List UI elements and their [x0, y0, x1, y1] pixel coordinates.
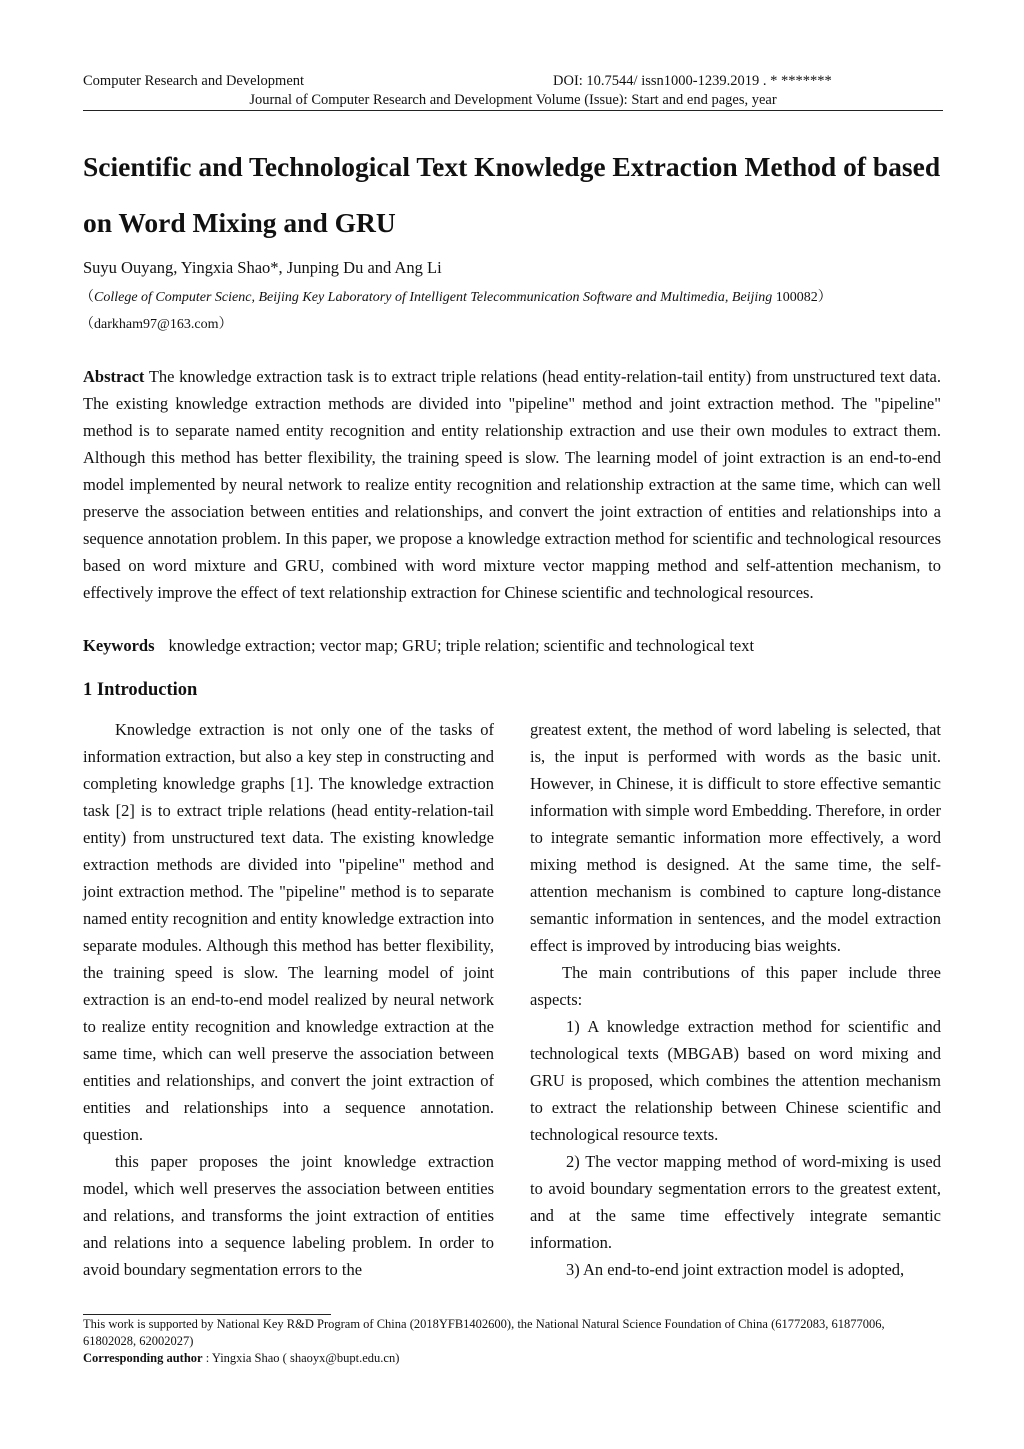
abstract [83, 363, 941, 606]
doi: DOI: 10.7544/ issn1000-1239.2019 . * ******* [553, 73, 832, 89]
paragraph: Knowledge extraction is not only one of the tasks of information extraction, but also a key step in constructing and completing knowledge graphs [1]. The knowledge extraction task [2] is to extract triple relations (head entity-relation-tail entity) from unstructured text data. The existing knowledge extraction methods are divided into "pipeline" method and joint extraction method. The "pipeline" method is to separate named entity recognition and entity knowledge extraction into separate modules. Although this method has better flexibility, the training speed is slow. The learning model of joint extraction is an end-to-end model realized by neural network to realize entity recognition and knowledge extraction at the same time, which can well preserve the association between entities and relationships, and convert the joint extraction of entities and relationships into a sequence annotation. question. [83, 720, 495, 1144]
paper-title [83, 139, 945, 251]
running-header [83, 73, 943, 91]
affiliation-text: College of Computer Scienc, Beijing Key Laboratory of Intelligent Telecommunication Software and Multimedia, Beijing [94, 290, 773, 305]
journal-name: Computer Research and Development [83, 73, 305, 89]
affiliation-close: ） [817, 290, 832, 305]
abstract-text: The knowledge extraction task is to extract triple relations (head entity-relation-tail entity) from unstructured text data. The existing knowledge extraction methods are divided into "pipeline" method and joint extraction method. The "pipeline" method is to separate named entity recognition and entity relationship extraction and use their own modules to extract them. Although this method has better flexibility, the training speed is slow. The learning model of joint extraction is an end-to-end model implemented by neural network to realize entity recognition and relationship extraction at the same time, which can well preserve the association between entities and relationships, and convert the joint extraction of entities and relationships into a sequence annotation problem. In this paper, we propose a knowledge extraction method for scientific and technological resources based on word mixture and GRU, combined with word mixture vector mapping method and self-attention mechanism, to effectively improve the effect of text relationship extraction for Chinese scientific and technological resources. [83, 367, 941, 602]
corresponding-label: Corresponding author [83, 1351, 203, 1365]
right-column [530, 716, 941, 1283]
title-line-1: Scientific and Technological Text Knowledge Extraction Method of based [83, 151, 941, 182]
keywords [83, 632, 754, 659]
contribution-item: 3) An end-to-end joint extraction model is adopted, [566, 1260, 905, 1279]
corresponding-text: : Yingxia Shao ( shaoyx@bupt.edu.cn) [202, 1351, 400, 1365]
affiliation-code: 100082 [772, 290, 818, 305]
paragraph: The main contributions of this paper include three aspects: [530, 963, 941, 1009]
left-column [83, 716, 494, 1283]
footnote-rule [83, 1314, 331, 1315]
funding-footnote: This work is supported by National Key R&D Program of China (2018YFB1402600), the National Natural Science Foundation of China (61772083, 61877006, 61802028, 62002027) [83, 1317, 885, 1348]
journal-citation-line: Journal of Computer Research and Development Volume (Issue): Start and end pages, year [249, 92, 777, 108]
paragraph: greatest extent, the method of word labeling is selected, that is, the input is performed with words as the basic unit. However, in Chinese, it is difficult to store effective semantic information with simple word Embedding. Therefore, in order to integrate semantic information more effectively, a word mixing method is designed. At the same time, the self-attention mechanism is combined to capture long-distance semantic information in sentences, and the model extraction effect is improved by introducing bias weights. [530, 720, 941, 955]
section-heading-introduction: 1 Introduction [83, 680, 198, 700]
affiliation-open: （ [80, 290, 94, 305]
authors: Suyu Ouyang, Yingxia Shao*, Junping Du and Ang Li [83, 258, 442, 277]
affiliation [80, 286, 960, 306]
contribution-item: 1) A knowledge extraction method for scientific and technological texts (MBGAB) based on word mixing and GRU is proposed, which combines the attention mechanism to extract the relationship between Chinese scientific and technological resource texts. [530, 1017, 941, 1144]
paragraph: this paper proposes the joint knowledge extraction model, which well preserves the association between entities and relations, and transforms the joint extraction of entities and relations into a sequence labeling problem. In order to avoid boundary segmentation errors to the [83, 1152, 494, 1279]
author-email: （darkham97@163.com） [80, 317, 233, 332]
title-line-2: on Word Mixing and GRU [83, 207, 396, 238]
keywords-label: Keywords [83, 636, 155, 655]
abstract-label: Abstract [83, 367, 145, 386]
keywords-text: knowledge extraction; vector map; GRU; triple relation; scientific and technological text [168, 636, 755, 655]
corresponding-author [83, 1350, 399, 1367]
header-rule [83, 110, 943, 111]
contribution-item: 2) The vector mapping method of word-mixing is used to avoid boundary segmentation errors to the greatest extent, and at the same time effectively integrate semantic information. [530, 1152, 941, 1252]
